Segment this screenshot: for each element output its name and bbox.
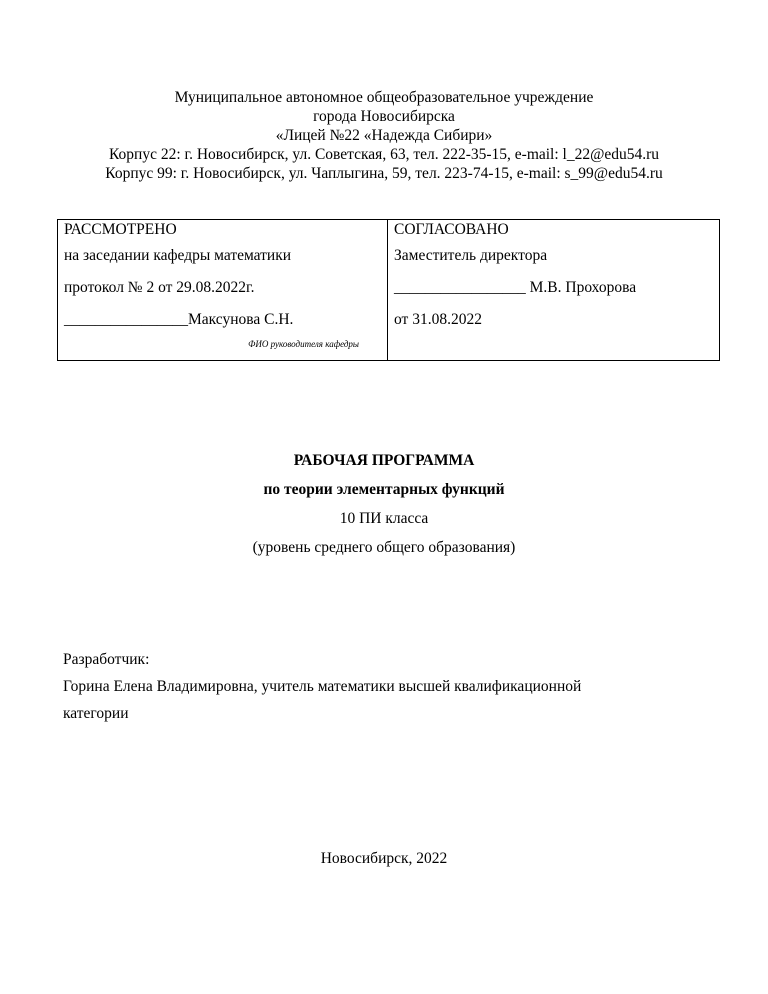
reviewed-cell: [58, 220, 388, 361]
school-header: [0, 88, 768, 183]
department-head-signature: ________________Максунова С.Н.: [64, 311, 294, 328]
school-type: Муниципальное автономное общеобразовательное учреждение: [174, 89, 594, 106]
developer-label: Разработчик:: [63, 651, 150, 668]
protocol-line: протокол № 2 от 29.08.2022г.: [64, 279, 255, 296]
school-name: «Лицей №22 «Надежда Сибири»: [275, 127, 493, 144]
department-head-note: ФИО руководителя кафедры: [248, 339, 359, 349]
program-title-block: [0, 450, 768, 566]
program-title: РАБОЧАЯ ПРОГРАММА: [293, 452, 475, 469]
developer-name-line2: категории: [63, 705, 129, 722]
agreed-cell: [388, 220, 720, 361]
agreed-date: от 31.08.2022: [394, 311, 482, 328]
department-meeting: на заседании кафедры математики: [64, 247, 292, 264]
reviewed-title: РАССМОТРЕНО: [64, 221, 177, 238]
approval-table: [57, 219, 720, 361]
building-22-address: Корпус 22: г. Новосибирск, ул. Советская, 63, тел. 222-35-15, e-mail: l_22@edu54.ru: [108, 146, 660, 163]
deputy-director-position: Заместитель директора: [394, 247, 548, 264]
deputy-director-signature: _________________ М.В. Прохорова: [394, 279, 637, 296]
program-level: (уровень среднего общего образования): [252, 539, 516, 556]
developer-name-line1: Горина Елена Владимировна, учитель математики высшей квалификационной: [63, 678, 582, 695]
building-99-address: Корпус 99: г. Новосибирск, ул. Чаплыгина, 59, тел. 223-74-15, e-mail: s_99@edu54.ru: [105, 165, 663, 182]
program-subject: по теории элементарных функций: [263, 481, 505, 498]
developer-block: [63, 650, 723, 731]
city-year-footer: Новосибирск, 2022: [320, 850, 448, 867]
school-city: города Новосибирска: [313, 108, 455, 125]
agreed-title: СОГЛАСОВАНО: [394, 221, 509, 238]
program-class: 10 ПИ класса: [339, 510, 429, 527]
